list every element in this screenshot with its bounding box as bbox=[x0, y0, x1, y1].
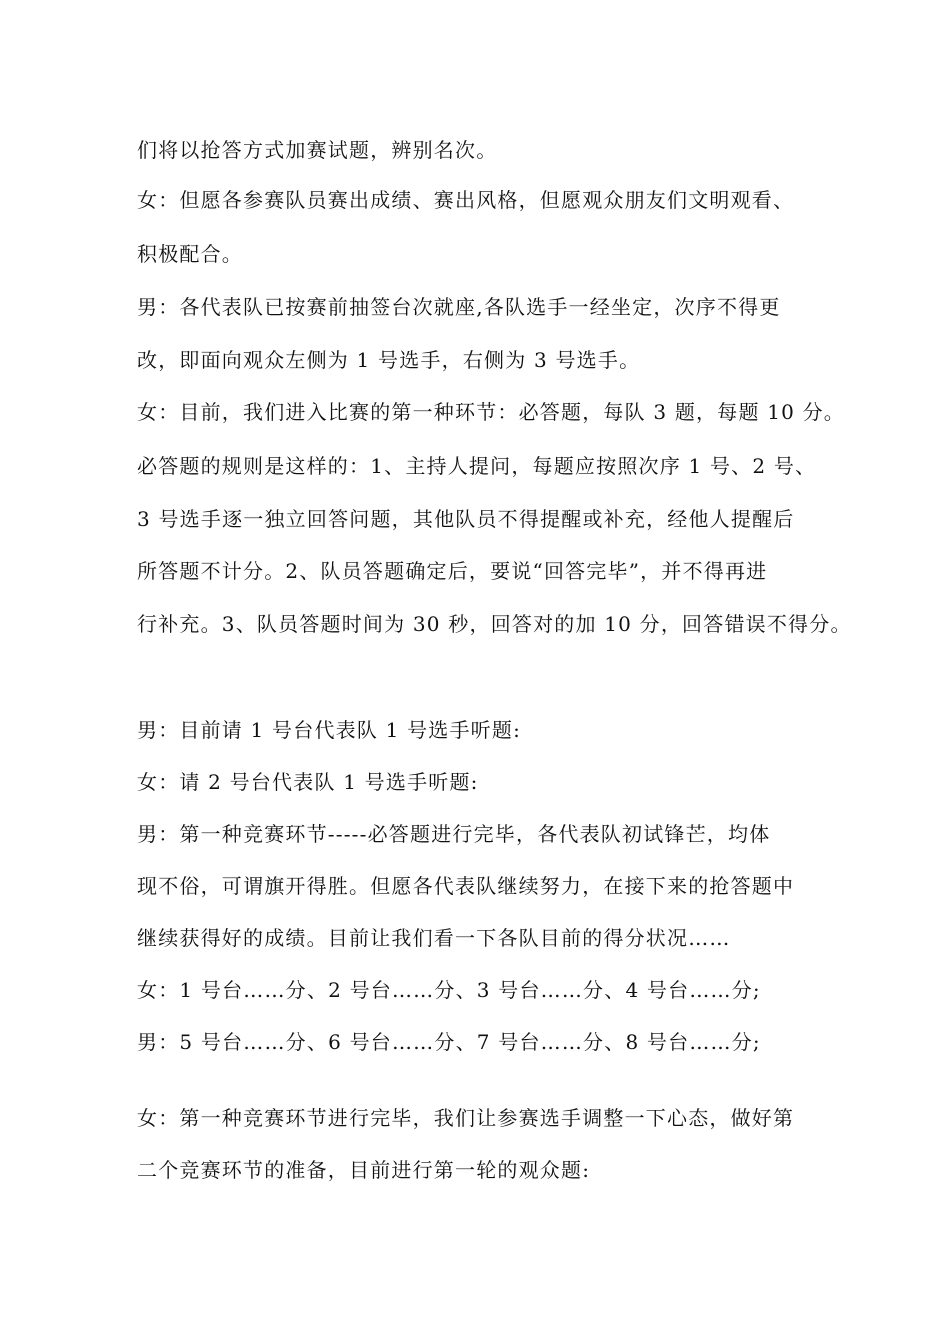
text-line: 女：第一种竞赛环节进行完毕，我们让参赛选手调整一下心态，做好第 bbox=[137, 1106, 795, 1130]
text-line: 积极配合。 bbox=[137, 242, 243, 266]
text-line: 3 号选手逐一独立回答问题，其他队员不得提醒或补充，经他人提醒后 bbox=[137, 507, 795, 531]
text-line: 男：各代表队已按赛前抽签台次就座,各队选手一经坐定，次序不得更 bbox=[137, 295, 781, 319]
text-line: 二个竞赛环节的准备，目前进行第一轮的观众题: bbox=[137, 1158, 591, 1182]
text-line: 女：1 号台……分、2 号台……分、3 号台……分、4 号台……分; bbox=[137, 978, 761, 1002]
text-line: 男：第一种竞赛环节-----必答题进行完毕，各代表队初试锋芒，均体 bbox=[137, 822, 771, 846]
text-line: 们将以抢答方式加赛试题，辨别名次。 bbox=[137, 138, 498, 162]
text-line: 必答题的规则是这样的：1、主持人提问，每题应按照次序 1 号、2 号、 bbox=[137, 454, 817, 478]
text-line: 男：目前请 1 号台代表队 1 号选手听题: bbox=[137, 718, 522, 742]
text-line: 所答题不计分。2、队员答题确定后，要说“回答完毕”，并不得再进 bbox=[137, 559, 768, 583]
text-line: 女：请 2 号台代表队 1 号选手听题: bbox=[137, 770, 479, 794]
text-line: 现不俗，可谓旗开得胜。但愿各代表队继续努力，在接下来的抢答题中 bbox=[137, 874, 795, 898]
text-line: 女：但愿各参赛队员赛出成绩、赛出风格，但愿观众朋友们文明观看、 bbox=[137, 188, 795, 212]
text-line: 男：5 号台……分、6 号台……分、7 号台……分、8 号台……分; bbox=[137, 1030, 761, 1054]
text-line: 女：目前，我们进入比赛的第一种环节：必答题，每队 3 题，每题 10 分。 bbox=[137, 400, 846, 424]
text-line: 继续获得好的成绩。目前让我们看一下各队目前的得分状况…… bbox=[137, 926, 731, 950]
text-line: 改，即面向观众左侧为 1 号选手，右侧为 3 号选手。 bbox=[137, 348, 641, 372]
text-line: 行补充。3、队员答题时间为 30 秒，回答对的加 10 分，回答错误不得分。 bbox=[137, 612, 852, 636]
